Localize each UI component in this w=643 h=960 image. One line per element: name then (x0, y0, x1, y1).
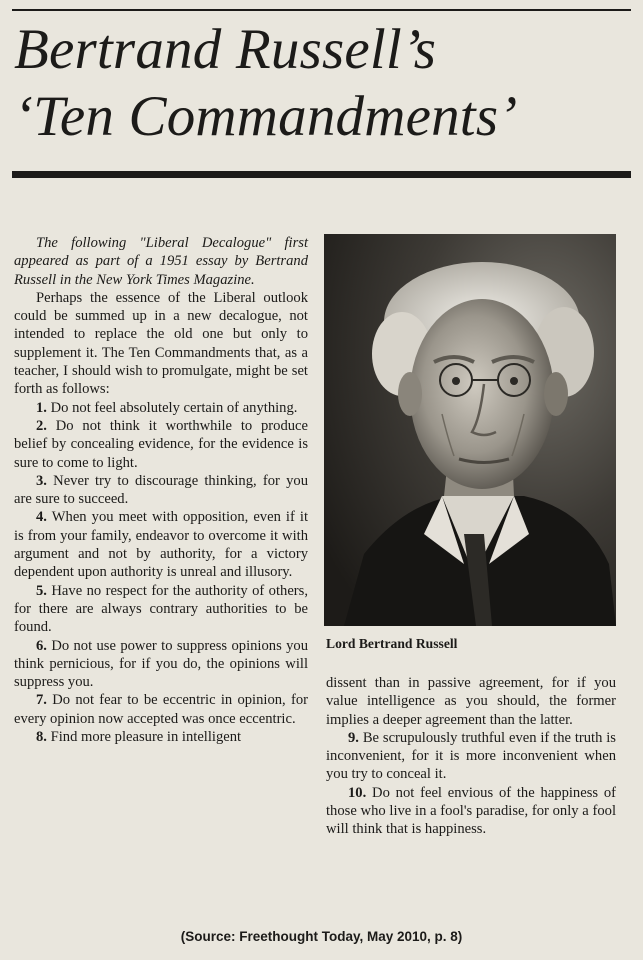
commandment-text: Find more pleasure in intelligent (50, 729, 242, 746)
headline-line-2: ‘Ten Commandments’ (14, 85, 518, 148)
commandment-9 (326, 729, 616, 784)
commandment-8-continuation: dissent than in passive agreement, for if you value intelligence as you should, the former implies a deeper agreement than the latter. (326, 675, 616, 728)
commandment-number: 3. (36, 472, 47, 489)
commandment-text: Be scrupulously truthful even if the truth is inconvenient, for it is more inconvenient when you try to conceal it. (326, 729, 616, 783)
commandment-text: Do not use power to suppress opinions you think pernicious, for if you do, the opinions will suppress you. (14, 637, 308, 691)
commandment-number: 6. (36, 637, 47, 654)
source-citation: (Source: Freethought Today, May 2010, p. 8) (180, 929, 463, 944)
photo-caption: Lord Bertrand Russell (326, 636, 458, 651)
commandment-4 (14, 508, 308, 581)
commandment-text: Have no respect for the authority of others, for there are always contrary authorities to be found. (14, 582, 308, 636)
commandment-number: 10. (348, 784, 367, 801)
commandment-7 (14, 691, 308, 728)
commandment-number: 7. (36, 692, 47, 709)
commandment-10 (326, 784, 616, 839)
commandment-6 (14, 637, 308, 692)
commandment-2 (14, 417, 308, 472)
commandment-text: When you meet with opposition, even if it is from your family, endeavor to overcome it with argument and not by authority, for a victory dependent upon authority is unreal and illusory. (14, 509, 308, 581)
commandment-number: 2. (36, 417, 47, 434)
commandment-text: Do not feel absolutely certain of anything. (50, 399, 298, 416)
headline-rule (12, 171, 631, 178)
commandment-number: 5. (36, 582, 47, 599)
commandment-5 (14, 582, 308, 637)
commandment-3 (14, 472, 308, 509)
commandment-text: Never try to discourage thinking, for you are sure to succeed. (14, 472, 308, 508)
intro-paragraph: The following "Liberal Decalogue" first appeared as part of a 1951 essay by Bertrand Russell in the New York Times Magazine. (14, 235, 308, 288)
right-column (326, 674, 616, 839)
top-rule (12, 9, 631, 11)
commandment-text: Do not think it worthwhile to produce belief by concealing evidence, for the evidence is sure to come to light. (14, 417, 308, 471)
portrait-photo (324, 234, 616, 626)
commandment-number: 4. (36, 509, 47, 526)
portrait-illustration (324, 234, 616, 626)
left-column (14, 234, 308, 746)
commandment-number: 8. (36, 729, 47, 746)
headline (14, 16, 629, 150)
commandment-8 (14, 728, 308, 746)
commandment-1 (14, 399, 308, 417)
commandment-number: 9. (348, 729, 359, 746)
preamble-paragraph: Perhaps the essence of the Liberal outlook could be summed up in a new decalogue, not intended to replace the old one but only to supplement it. The Ten Commandments that, as a teacher, I should wish to promulgate, might be set forth as follows: (14, 289, 308, 398)
commandment-text: Do not feel envious of the happiness of those who live in a fool's paradise, for only a fool will think that is happiness. (326, 784, 616, 838)
headline-line-1: Bertrand Russell’s (14, 18, 437, 81)
commandment-number: 1. (36, 399, 47, 416)
commandment-text: Do not fear to be eccentric in opinion, for every opinion now accepted was once eccentric. (14, 692, 308, 727)
